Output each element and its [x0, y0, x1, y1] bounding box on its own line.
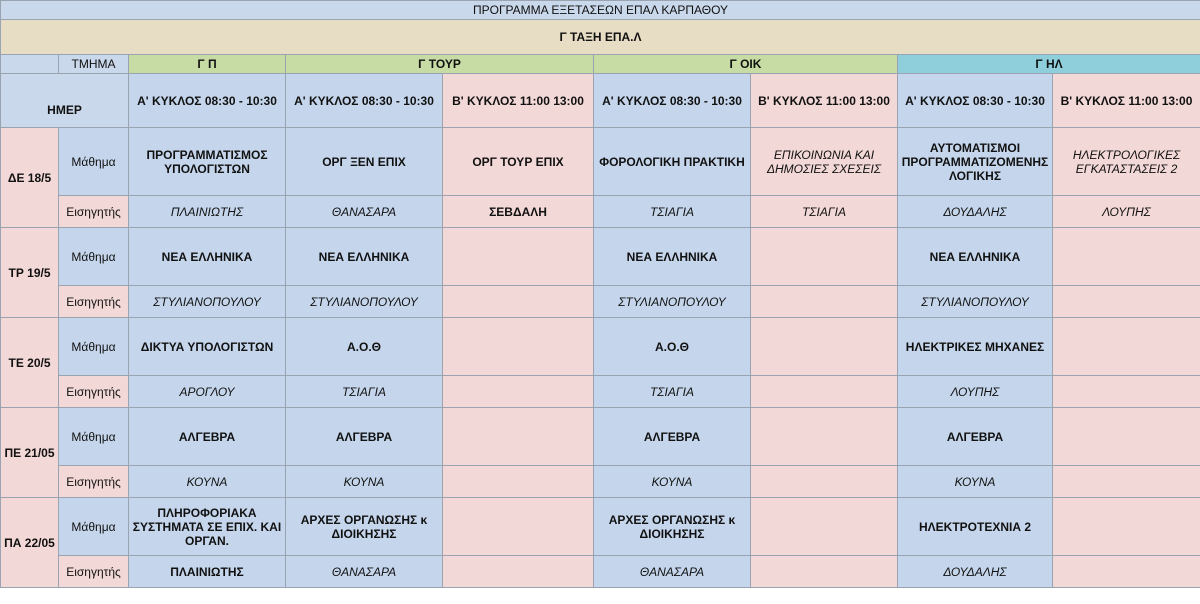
teacher-cell: ΤΣΙΑΓΙΑ [594, 376, 751, 408]
cycle-header: Β' ΚΥΚΛΟΣ 11:00 13:00 [1053, 74, 1200, 128]
subject-cell: ΑΛΓΕΒΡΑ [129, 408, 286, 466]
day-subject-row [1, 318, 1200, 376]
subject-cell [443, 228, 594, 286]
teacher-cell: ΤΣΙΑΓΙΑ [594, 196, 751, 228]
teacher-cell: ΔΟΥΔΑΛΗΣ [898, 556, 1053, 588]
day-subject-row [1, 408, 1200, 466]
teacher-cell: ΚΟΥΝΑ [898, 466, 1053, 498]
subject-cell: ΗΛΕΚΤΡΟΛΟΓΙΚΕΣ ΕΓΚΑΤΑΣΤΑΣΕΙΣ 2 [1053, 128, 1200, 196]
subject-cell: ΦΟΡΟΛΟΓΙΚΗ ΠΡΑΚΤΙΚΗ [594, 128, 751, 196]
teacher-cell [443, 286, 594, 318]
subject-cell: ΑΥΤΟΜΑΤΙΣΜΟΙ ΠΡΟΓΡΑΜΜΑΤΙΖΟΜΕΝΗΣ ΛΟΓΙΚΗΣ [898, 128, 1053, 196]
group-header-gp: Γ Π [129, 55, 286, 74]
cycle-header: Α' ΚΥΚΛΟΣ 08:30 - 10:30 [129, 74, 286, 128]
teacher-cell [443, 376, 594, 408]
subject-cell [1053, 498, 1200, 556]
teacher-cell: ΘΑΝΑΣΑΡΑ [286, 196, 443, 228]
teacher-cell [751, 376, 898, 408]
day-teacher-row [1, 196, 1200, 228]
teacher-cell: ΛΟΥΠΗΣ [1053, 196, 1200, 228]
subject-label: Μάθημα [59, 408, 129, 466]
teacher-cell [1053, 286, 1200, 318]
subject-cell: ΑΛΓΕΒΡΑ [594, 408, 751, 466]
subject-cell: Α.Ο.Θ [286, 318, 443, 376]
teacher-cell: ΤΣΙΑΓΙΑ [751, 196, 898, 228]
subject-cell [751, 228, 898, 286]
teacher-cell [1053, 466, 1200, 498]
day-teacher-row [1, 376, 1200, 408]
cycle-header: Α' ΚΥΚΛΟΣ 08:30 - 10:30 [898, 74, 1053, 128]
teacher-cell: ΣΤΥΛΙΑΝΟΠΟΥΛΟΥ [898, 286, 1053, 318]
subject-cell: ΔΙΚΤΥΑ ΥΠΟΛΟΓΙΣΤΩΝ [129, 318, 286, 376]
teacher-cell: ΤΣΙΑΓΙΑ [286, 376, 443, 408]
subject-cell: ΠΛΗΡΟΦΟΡΙΑΚΑ ΣΥΣΤΗΜΑΤΑ ΣΕ ΕΠΙΧ. ΚΑΙ ΟΡΓΑΝ. [129, 498, 286, 556]
teacher-cell: ΣΤΥΛΙΑΝΟΠΟΥΛΟΥ [286, 286, 443, 318]
teacher-cell [1053, 556, 1200, 588]
day-label: ΤΕ 20/5 [1, 318, 59, 408]
subject-label: Μάθημα [59, 318, 129, 376]
teacher-cell: ΚΟΥΝΑ [594, 466, 751, 498]
teacher-cell [751, 286, 898, 318]
teacher-label: Εισηγητής [59, 466, 129, 498]
group-header-gtour: Γ ΤΟΥΡ [286, 55, 594, 74]
teacher-cell: ΣΤΥΛΙΑΝΟΠΟΥΛΟΥ [594, 286, 751, 318]
cycle-header: Β' ΚΥΚΛΟΣ 11:00 13:00 [751, 74, 898, 128]
subject-cell: ΑΡΧΕΣ ΟΡΓΑΝΩΣΗΣ κ ΔΙΟΙΚΗΣΗΣ [594, 498, 751, 556]
subject-cell: ΑΛΓΕΒΡΑ [898, 408, 1053, 466]
day-subject-row [1, 498, 1200, 556]
subject-cell [443, 318, 594, 376]
sheet-subtitle: Γ ΤΑΞΗ ΕΠΑ.Λ [1, 20, 1200, 55]
subject-cell: ΗΛΕΚΤΡΙΚΕΣ ΜΗΧΑΝΕΣ [898, 318, 1053, 376]
teacher-cell [443, 466, 594, 498]
teacher-label: Εισηγητής [59, 286, 129, 318]
cycle-header: Β' ΚΥΚΛΟΣ 11:00 13:00 [443, 74, 594, 128]
teacher-cell: ΔΟΥΔΑΛΗΣ [898, 196, 1053, 228]
subject-cell [443, 408, 594, 466]
teacher-cell: ΘΑΝΑΣΑΡΑ [594, 556, 751, 588]
teacher-cell: ΘΑΝΑΣΑΡΑ [286, 556, 443, 588]
subject-cell [751, 318, 898, 376]
teacher-cell: ΠΛΑΙΝΙΩΤΗΣ [129, 196, 286, 228]
teacher-cell [443, 556, 594, 588]
subject-cell [1053, 318, 1200, 376]
teacher-cell: ΚΟΥΝΑ [286, 466, 443, 498]
teacher-cell: ΠΛΑΙΝΙΩΤΗΣ [129, 556, 286, 588]
teacher-label: Εισηγητής [59, 196, 129, 228]
teacher-cell [751, 556, 898, 588]
teacher-cell [751, 466, 898, 498]
group-header-goik: Γ ΟΙΚ [594, 55, 898, 74]
subject-cell: ΕΠΙΚΟΙΝΩΝΙΑ ΚΑΙ ΔΗΜΟΣΙΕΣ ΣΧΕΣΕΙΣ [751, 128, 898, 196]
subject-cell [1053, 228, 1200, 286]
day-label: ΤΡ 19/5 [1, 228, 59, 318]
subject-label: Μάθημα [59, 228, 129, 286]
subject-cell [751, 498, 898, 556]
day-teacher-row [1, 556, 1200, 588]
teacher-cell: ΑΡΟΓΛΟΥ [129, 376, 286, 408]
teacher-cell [1053, 376, 1200, 408]
subject-cell: ΗΛΕΚΤΡΟΤΕΧΝΙΑ 2 [898, 498, 1053, 556]
day-label: ΔΕ 18/5 [1, 128, 59, 228]
sheet-title: ΠΡΟΓΡΑΜΜΑ ΕΞΕΤΑΣΕΩΝ ΕΠΑΛ ΚΑΡΠΑΘΟΥ [1, 1, 1200, 20]
subject-cell: ΝΕΑ ΕΛΛΗΝΙΚΑ [594, 228, 751, 286]
group-header-gil: Γ ΗΛ [898, 55, 1200, 74]
subject-cell: ΟΡΓ ΤΟΥΡ ΕΠΙΧ [443, 128, 594, 196]
subject-cell: ΝΕΑ ΕΛΛΗΝΙΚΑ [286, 228, 443, 286]
day-teacher-row [1, 466, 1200, 498]
subject-cell [443, 498, 594, 556]
subject-label: Μάθημα [59, 128, 129, 196]
teacher-cell: ΣΤΥΛΙΑΝΟΠΟΥΛΟΥ [129, 286, 286, 318]
teacher-cell: ΛΟΥΠΗΣ [898, 376, 1053, 408]
tmima-label: ΤΜΗΜΑ [59, 55, 129, 74]
subject-cell: ΑΛΓΕΒΡΑ [286, 408, 443, 466]
subject-cell [751, 408, 898, 466]
subject-cell: ΝΕΑ ΕΛΛΗΝΙΚΑ [129, 228, 286, 286]
teacher-cell: ΣΕΒΔΑΛΗ [443, 196, 594, 228]
subject-label: Μάθημα [59, 498, 129, 556]
subject-cell: ΑΡΧΕΣ ΟΡΓΑΝΩΣΗΣ κ ΔΙΟΙΚΗΣΗΣ [286, 498, 443, 556]
subject-cell: ΝΕΑ ΕΛΛΗΝΙΚΑ [898, 228, 1053, 286]
imer-label: ΗΜΕΡ [1, 74, 129, 128]
teacher-cell: ΚΟΥΝΑ [129, 466, 286, 498]
day-label: ΠΕ 21/05 [1, 408, 59, 498]
subject-cell [1053, 408, 1200, 466]
day-subject-row [1, 128, 1200, 196]
teacher-label: Εισηγητής [59, 556, 129, 588]
subject-cell: Α.Ο.Θ [594, 318, 751, 376]
subject-cell: ΠΡΟΓΡΑΜΜΑΤΙΣΜΟΣ ΥΠΟΛΟΓΙΣΤΩΝ [129, 128, 286, 196]
teacher-label: Εισηγητής [59, 376, 129, 408]
corner-cell [1, 55, 59, 74]
subject-cell: ΟΡΓ ΞΕΝ ΕΠΙΧ [286, 128, 443, 196]
day-label: ΠΑ 22/05 [1, 498, 59, 588]
cycle-header: Α' ΚΥΚΛΟΣ 08:30 - 10:30 [286, 74, 443, 128]
day-teacher-row [1, 286, 1200, 318]
day-subject-row [1, 228, 1200, 286]
cycle-header: Α' ΚΥΚΛΟΣ 08:30 - 10:30 [594, 74, 751, 128]
